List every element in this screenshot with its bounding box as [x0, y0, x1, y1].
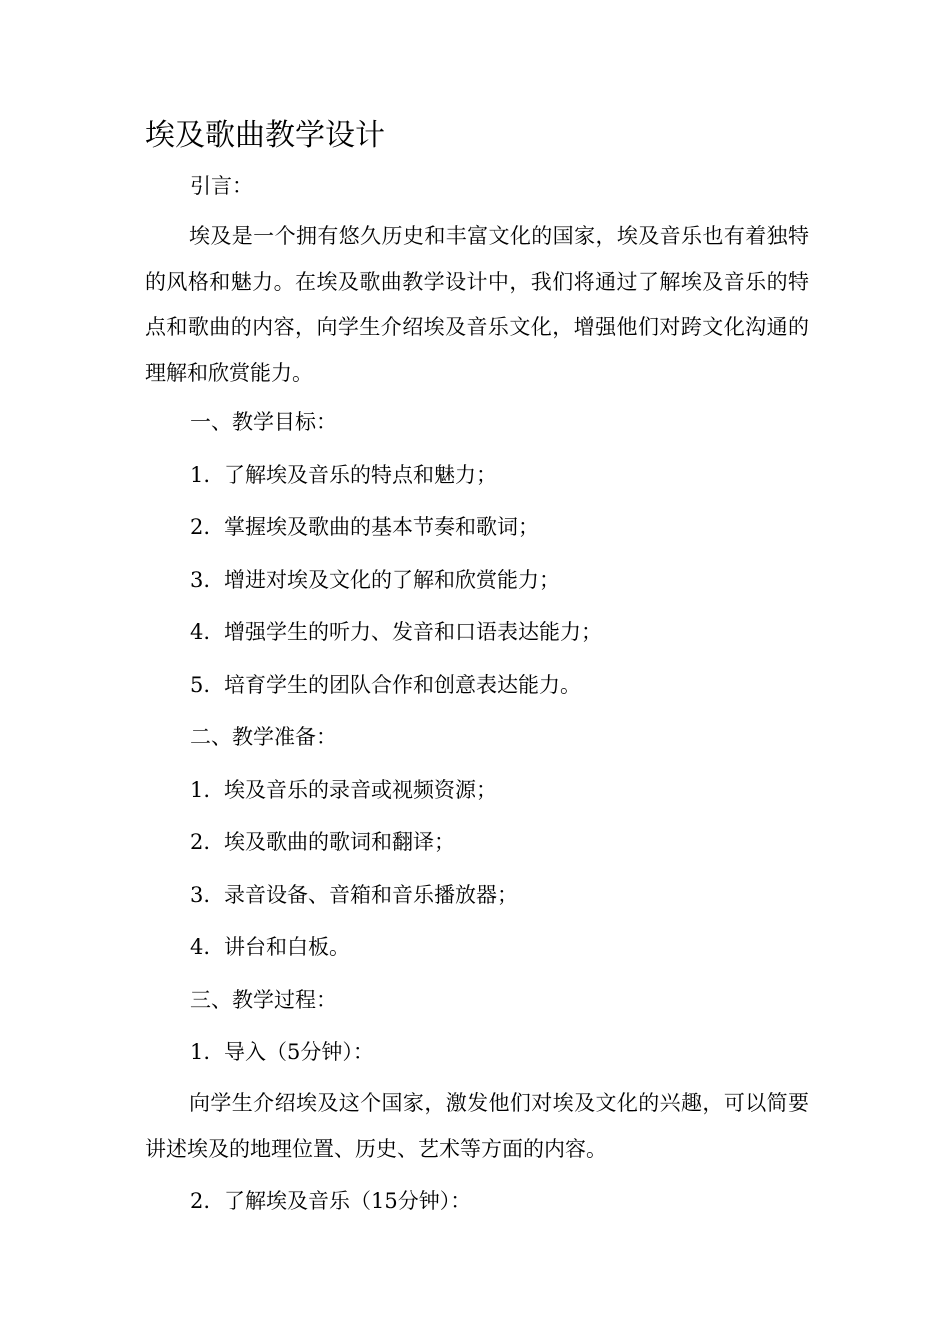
list-item-text: 了解埃及音乐（15分钟）： [224, 1189, 472, 1213]
list-item-number: 3. [190, 883, 211, 907]
list-item-text: 增进对埃及文化的了解和欣赏能力； [224, 568, 560, 592]
document-title: 埃及歌曲教学设计 [145, 118, 385, 153]
list-item [190, 513, 539, 541]
list-item-number: 4. [190, 620, 211, 644]
section-heading-preparation: 二、教学准备： [190, 725, 337, 749]
section-heading-objectives: 一、教学目标： [190, 410, 337, 434]
list-item-number: 4. [190, 935, 211, 959]
list-item-text: 增强学生的听力、发音和口语表达能力； [224, 620, 602, 644]
list-item-text: 讲台和白板。 [224, 935, 350, 959]
list-item-number: 2. [190, 515, 211, 539]
list-item [190, 828, 455, 856]
list-item-number: 2. [190, 1189, 211, 1213]
list-item-number: 5. [190, 673, 211, 697]
intro-paragraph: 埃及是一个拥有悠久历史和丰富文化的国家，埃及音乐也有着独特的风格和魅力。在埃及歌曲教学设计中，我们将通过了解埃及音乐的特点和歌曲的内容，向学生介绍埃及音乐文化，增强他们对跨文化沟通的理解和欣赏能力。 [145, 224, 809, 385]
list-item-number: 1. [190, 463, 211, 487]
list-item [190, 1038, 374, 1066]
list-item [190, 671, 581, 699]
list-item-text: 埃及音乐的录音或视频资源； [224, 778, 497, 802]
step1-paragraph: 向学生介绍埃及这个国家，激发他们对埃及文化的兴趣，可以简要讲述埃及的地理位置、历史、艺术等方面的内容。 [145, 1091, 809, 1161]
list-item-text: 掌握埃及歌曲的基本节奏和歌词； [224, 515, 539, 539]
list-item [190, 566, 560, 594]
list-item-text: 录音设备、音箱和音乐播放器； [224, 883, 518, 907]
list-item [190, 1187, 471, 1215]
section-heading-process: 三、教学过程： [190, 988, 337, 1012]
list-item-number: 2. [190, 830, 211, 854]
list-item [190, 776, 497, 804]
list-item-text: 了解埃及音乐的特点和魅力； [224, 463, 497, 487]
list-item [190, 933, 350, 961]
list-item [190, 881, 518, 909]
list-item-number: 1. [190, 778, 211, 802]
list-item-text: 导入（5分钟）： [224, 1040, 374, 1064]
list-item-text: 培育学生的团队合作和创意表达能力。 [224, 673, 581, 697]
list-item [190, 461, 497, 489]
list-item-number: 1. [190, 1040, 211, 1064]
list-item [190, 618, 602, 646]
intro-heading: 引言： [190, 174, 253, 198]
list-item-text: 埃及歌曲的歌词和翻译； [224, 830, 455, 854]
list-item-number: 3. [190, 568, 211, 592]
